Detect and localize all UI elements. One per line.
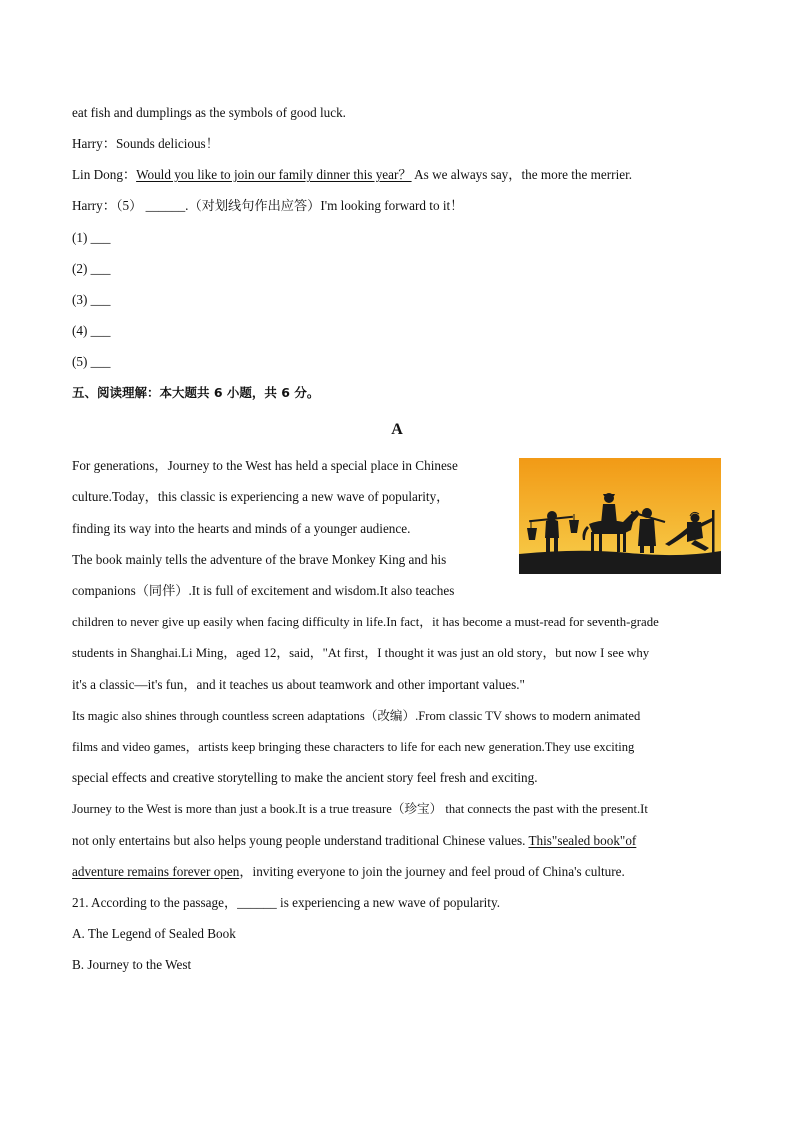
passage-line: children to never give up easily when facing difficulty in life.In fact，it has become a must-read for seventh-grade (72, 615, 659, 629)
passage-line (72, 832, 636, 850)
passage-line: special effects and creative storytelling to make the ancient story feel fresh and exciting. (72, 770, 538, 785)
question-text: 21. According to the passage， (72, 895, 238, 910)
passage-line: students in Shanghai.Li Ming，aged 12，said，"At first，I thought it was just an old story，but now I see why (72, 646, 650, 660)
silhouette-illustration (519, 458, 721, 574)
answer-line: (3) ___ (72, 292, 111, 307)
speaker-label: Lin Dong： (72, 167, 137, 182)
answer-line: (2) ___ (72, 261, 111, 276)
passage-line: it's a classic—it's fun，and it teaches us about teamwork and other important values." (72, 677, 525, 692)
answer-blank: ______ (237, 895, 277, 910)
underlined-sentence: Would you like to join our family dinner this year？ (136, 167, 412, 182)
answer-line: (4) ___ (72, 323, 111, 338)
dialogue-text: .（对划线句作出应答）I'm looking forward to it！ (185, 198, 464, 213)
passage-line: For generations，Journey to the West has held a special place in Chinese (72, 458, 458, 473)
option-b: B. Journey to the West (72, 957, 192, 972)
section-heading: 五、阅读理解：本大题共 6 小题，共 6 分。 (72, 385, 320, 400)
passage-text: not only entertains but also helps young people understand traditional Chinese values. (72, 833, 526, 848)
passage-line: companions（同伴）.It is full of excitement and wisdom.It also teaches (72, 583, 455, 598)
passage-line: Journey to the West is more than just a book.It is a true treasure（珍宝） that connects the past with the present.It (72, 802, 648, 816)
answer-line: (1) ___ (72, 230, 111, 245)
silhouette-illustration-icon (519, 458, 721, 574)
passage-text: ，inviting everyone to join the journey and feel proud of China's culture. (239, 864, 625, 879)
answer-line: (5) ___ (72, 354, 111, 369)
underlined-phrase: This"sealed book"of (528, 833, 637, 848)
dialogue-line: Harry：Sounds delicious！ (72, 136, 219, 151)
passage-line: Its magic also shines through countless screen adaptations（改编）.From classic TV shows to modern animated (72, 709, 641, 723)
dialogue-line (72, 197, 463, 215)
dialogue-line (72, 166, 632, 184)
passage-line (72, 863, 625, 881)
dialogue-text: As we always say，the more the merrier. (414, 167, 633, 182)
passage-line: The book mainly tells the adventure of the brave Monkey King and his (72, 552, 447, 567)
passage-title: A (391, 421, 403, 438)
question-21 (72, 894, 500, 912)
passage-line: finding its way into the hearts and minds of a younger audience. (72, 521, 411, 536)
passage-line: culture.Today，this classic is experiencing a new wave of popularity， (72, 489, 450, 504)
dialogue-text: Harry：（5） (72, 198, 143, 213)
option-a: A. The Legend of Sealed Book (72, 926, 236, 941)
answer-blank: ______ (145, 198, 186, 213)
underlined-phrase: adventure remains forever open (72, 864, 240, 879)
question-text: is experiencing a new wave of popularity. (276, 895, 500, 910)
dialogue-line: eat fish and dumplings as the symbols of good luck. (72, 105, 346, 120)
passage-line: films and video games，artists keep bringing these characters to life for each new generation.They use exciting (72, 740, 635, 754)
